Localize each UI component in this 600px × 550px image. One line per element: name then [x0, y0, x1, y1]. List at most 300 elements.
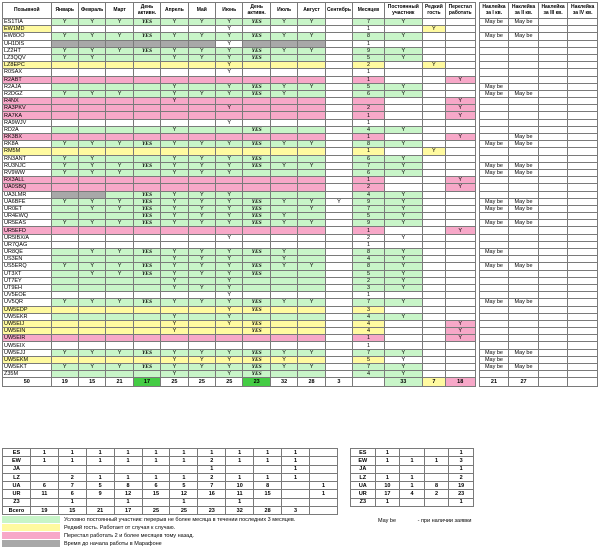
- sticker-cell: [509, 313, 539, 320]
- sticker-cell: May be: [479, 356, 509, 363]
- rare-guest-cell: [422, 126, 445, 133]
- month-cell: [133, 148, 160, 155]
- month-cell: [78, 234, 105, 241]
- table-header: [3, 3, 598, 19]
- summary-row: [3, 482, 338, 490]
- stopped-cell: [445, 83, 475, 90]
- month-cell: Y: [51, 47, 78, 54]
- callsign-cell: UV5QR: [3, 299, 52, 306]
- month-cell: [325, 184, 352, 191]
- callsign-cell: UW5EDP: [3, 306, 52, 313]
- column-header: Наклейка за III кв.: [538, 3, 568, 19]
- month-cell: [270, 371, 297, 378]
- regular-cell: Y: [384, 162, 422, 169]
- sticker-cell: May be: [479, 220, 509, 227]
- stopped-count-cell: [424, 465, 449, 473]
- callsign-cell: EW1MD: [3, 26, 52, 33]
- sticker-cell: [538, 141, 568, 148]
- summary-cell: 1: [114, 473, 142, 481]
- months-count-cell: 5: [353, 83, 385, 90]
- month-cell: [270, 177, 297, 184]
- month-cell: YES: [243, 299, 270, 306]
- total-cell: 25: [216, 378, 243, 387]
- regular-cell: [384, 148, 422, 155]
- stopped-cell: [445, 19, 475, 26]
- month-cell: [188, 335, 215, 342]
- month-cell: [133, 328, 160, 335]
- sticker-cell: [479, 191, 509, 198]
- summary-cell: 10: [226, 482, 254, 490]
- month-cell: [298, 69, 325, 76]
- month-cell: [106, 227, 133, 234]
- sticker-cell: [568, 299, 598, 306]
- month-cell: [51, 371, 78, 378]
- month-cell: [243, 313, 270, 320]
- month-cell: [188, 227, 215, 234]
- legend-item: [2, 516, 598, 524]
- callsign-cell: RV9WW: [3, 169, 52, 176]
- regular-cell: Y: [384, 191, 422, 198]
- month-cell: [161, 105, 188, 112]
- month-cell: [133, 284, 160, 291]
- month-cell: Y: [216, 306, 243, 313]
- total-cell: [568, 378, 598, 387]
- month-cell: Y: [270, 220, 297, 227]
- stopped-cell: [445, 277, 475, 284]
- sticker-cell: May be: [509, 205, 539, 212]
- month-cell: [78, 69, 105, 76]
- summary-cell: 7: [58, 482, 86, 490]
- totals-row: [3, 378, 598, 387]
- month-cell: [270, 76, 297, 83]
- month-cell: Y: [216, 284, 243, 291]
- month-cell: YES: [133, 213, 160, 220]
- month-cell: Y: [78, 270, 105, 277]
- table-row: [3, 270, 598, 277]
- month-cell: Y: [216, 213, 243, 220]
- month-cell: [270, 284, 297, 291]
- month-cell: [133, 155, 160, 162]
- summary-cell: [309, 498, 337, 506]
- month-cell: [78, 284, 105, 291]
- month-cell: [106, 54, 133, 61]
- month-cell: [216, 177, 243, 184]
- sticker-cell: [568, 205, 598, 212]
- stopped-cell: [445, 141, 475, 148]
- sticker-cell: [568, 249, 598, 256]
- month-cell: [133, 62, 160, 69]
- month-cell: Y: [106, 249, 133, 256]
- month-cell: YES: [243, 364, 270, 371]
- summary-cell: 1: [309, 482, 337, 490]
- month-cell: Y: [78, 263, 105, 270]
- rare-guest-cell: [422, 141, 445, 148]
- month-cell: Y: [270, 364, 297, 371]
- sticker-cell: [538, 98, 568, 105]
- table-row: [3, 227, 598, 234]
- table-row: [3, 169, 598, 176]
- month-cell: [325, 112, 352, 119]
- regular-cell: Y: [384, 249, 422, 256]
- callsign-cell: R4NX: [3, 98, 52, 105]
- regular-cell: Y: [384, 356, 422, 363]
- month-cell: Y: [161, 155, 188, 162]
- month-cell: [78, 112, 105, 119]
- month-cell: [270, 320, 297, 327]
- sticker-cell: [568, 148, 598, 155]
- month-cell: [161, 342, 188, 349]
- sticker-cell: [479, 119, 509, 126]
- month-cell: [51, 277, 78, 284]
- month-cell: [133, 40, 160, 47]
- month-cell: Y: [78, 141, 105, 148]
- month-cell: [188, 371, 215, 378]
- month-cell: Y: [161, 313, 188, 320]
- column-header: Перестал работать: [445, 3, 475, 19]
- month-cell: Y: [78, 19, 105, 26]
- rare-count-cell: 1: [400, 482, 425, 490]
- rare-guest-cell: [422, 205, 445, 212]
- table-row: [3, 76, 598, 83]
- month-cell: [106, 313, 133, 320]
- month-cell: [325, 126, 352, 133]
- summary-row: [3, 498, 338, 506]
- month-cell: [133, 256, 160, 263]
- rare-guest-cell: [422, 299, 445, 306]
- prefix-cell: Z3: [351, 498, 376, 506]
- summary-cell: 6: [58, 490, 86, 498]
- month-cell: Y: [78, 155, 105, 162]
- month-cell: [188, 62, 215, 69]
- month-cell: [106, 213, 133, 220]
- month-cell: [298, 313, 325, 320]
- month-cell: [216, 76, 243, 83]
- month-cell: [298, 105, 325, 112]
- summary2-row: [351, 498, 474, 506]
- month-cell: Y: [106, 169, 133, 176]
- month-cell: [298, 356, 325, 363]
- rare-guest-cell: [422, 105, 445, 112]
- rare-guest-cell: [422, 306, 445, 313]
- sticker-cell: [568, 191, 598, 198]
- regular-cell: [384, 69, 422, 76]
- month-cell: [188, 313, 215, 320]
- total-cell: [538, 378, 568, 387]
- rare-guest-cell: [422, 277, 445, 284]
- callsign-cell: UW5EJJ: [3, 349, 52, 356]
- regular-cell: Y: [384, 155, 422, 162]
- summary-cell: 1: [198, 449, 226, 457]
- months-count-cell: 1: [353, 292, 385, 299]
- months-count-cell: 1: [353, 26, 385, 33]
- rare-guest-cell: [422, 76, 445, 83]
- month-cell: Y: [216, 191, 243, 198]
- total-cell: 21: [106, 378, 133, 387]
- sticker-cell: [538, 292, 568, 299]
- summary-cell: 11: [30, 490, 58, 498]
- sticker-cell: May be: [479, 169, 509, 176]
- table-row: [3, 184, 598, 191]
- month-cell: [243, 62, 270, 69]
- month-cell: [325, 47, 352, 54]
- regular-cell: Y: [384, 213, 422, 220]
- months-count-cell: 1: [353, 177, 385, 184]
- stopped-cell: [445, 126, 475, 133]
- summary-cell: 1: [114, 457, 142, 465]
- sticker-cell: [538, 349, 568, 356]
- month-cell: [78, 320, 105, 327]
- month-cell: [106, 83, 133, 90]
- month-cell: [161, 40, 188, 47]
- sticker-cell: [509, 342, 539, 349]
- month-cell: [78, 83, 105, 90]
- month-cell: Y: [325, 198, 352, 205]
- prefix-cell: UR: [3, 490, 31, 498]
- month-cell: [161, 184, 188, 191]
- months-count-cell: 4: [353, 371, 385, 378]
- total-cell: 25: [161, 378, 188, 387]
- month-cell: Y: [270, 299, 297, 306]
- sticker-cell: [568, 40, 598, 47]
- month-cell: Y: [78, 364, 105, 371]
- sticker-cell: [538, 47, 568, 54]
- column-header: Январь: [51, 3, 78, 19]
- rare-guest-cell: Y: [422, 26, 445, 33]
- callsign-cell: R0SAX: [3, 69, 52, 76]
- sticker-cell: May be: [479, 19, 509, 26]
- months-count-cell: 4: [353, 126, 385, 133]
- stopped-cell: Y: [445, 320, 475, 327]
- month-cell: [188, 40, 215, 47]
- sticker-cell: May be: [479, 263, 509, 270]
- month-cell: YES: [243, 356, 270, 363]
- summary-cell: [114, 465, 142, 473]
- stopped-cell: [445, 249, 475, 256]
- sticker-cell: [509, 40, 539, 47]
- summary-cell: [309, 449, 337, 457]
- month-cell: [243, 119, 270, 126]
- summary-cell: 1: [86, 449, 114, 457]
- month-cell: [243, 169, 270, 176]
- table-row: [3, 249, 598, 256]
- sticker-cell: [568, 47, 598, 54]
- month-cell: Y: [270, 47, 297, 54]
- rare-guest-cell: [422, 270, 445, 277]
- summary-table: [2, 448, 338, 515]
- month-cell: [325, 155, 352, 162]
- month-cell: [188, 184, 215, 191]
- summary-cell: [254, 465, 282, 473]
- sticker-cell: [568, 349, 598, 356]
- month-cell: Y: [188, 47, 215, 54]
- sticker-cell: [568, 105, 598, 112]
- month-cell: Y: [216, 90, 243, 97]
- month-cell: Y: [188, 364, 215, 371]
- month-cell: [78, 184, 105, 191]
- month-cell: [325, 83, 352, 90]
- month-cell: YES: [243, 33, 270, 40]
- sticker-cell: [568, 284, 598, 291]
- summary-cell: 1: [58, 449, 86, 457]
- sticker-cell: [538, 40, 568, 47]
- month-cell: Y: [188, 256, 215, 263]
- regular-cell: [384, 105, 422, 112]
- month-cell: [106, 277, 133, 284]
- sticker-cell: [509, 148, 539, 155]
- month-cell: Y: [216, 33, 243, 40]
- summary-cell: 1: [142, 449, 170, 457]
- month-cell: Y: [188, 284, 215, 291]
- sticker-cell: [538, 134, 568, 141]
- month-cell: Y: [270, 256, 297, 263]
- sticker-cell: [538, 284, 568, 291]
- months-count-cell: 7: [353, 349, 385, 356]
- callsign-cell: UR8QE: [3, 249, 52, 256]
- month-cell: YES: [133, 220, 160, 227]
- month-cell: Y: [161, 299, 188, 306]
- month-cell: [270, 148, 297, 155]
- summary-total-cell: 32: [226, 507, 254, 515]
- month-cell: Y: [298, 364, 325, 371]
- table-row: [3, 371, 598, 378]
- month-cell: [188, 148, 215, 155]
- summary-cell: 8: [114, 482, 142, 490]
- sticker-cell: [509, 227, 539, 234]
- sticker-cell: May be: [509, 198, 539, 205]
- regular-cell: Y: [384, 19, 422, 26]
- month-cell: [51, 134, 78, 141]
- month-cell: Y: [216, 220, 243, 227]
- summary-total-cell: 23: [198, 507, 226, 515]
- summary-cell: 1: [58, 457, 86, 465]
- sticker-cell: [479, 134, 509, 141]
- sticker-cell: [538, 299, 568, 306]
- stopped-cell: [445, 356, 475, 363]
- month-cell: [243, 98, 270, 105]
- month-cell: [78, 119, 105, 126]
- month-cell: [78, 191, 105, 198]
- months-count-cell: 1: [353, 40, 385, 47]
- callsign-cell: UR5EAS: [3, 220, 52, 227]
- month-cell: [298, 98, 325, 105]
- sticker-cell: [568, 54, 598, 61]
- month-cell: [270, 155, 297, 162]
- prefix-cell: UA: [351, 482, 376, 490]
- month-cell: [325, 234, 352, 241]
- stopped-cell: [445, 313, 475, 320]
- month-cell: [325, 364, 352, 371]
- month-cell: YES: [133, 191, 160, 198]
- sticker-cell: [479, 76, 509, 83]
- month-cell: Y: [161, 90, 188, 97]
- summary-row: [3, 457, 338, 465]
- summary-cell: 15: [254, 490, 282, 498]
- month-cell: [78, 356, 105, 363]
- month-cell: [188, 241, 215, 248]
- sticker-cell: [509, 62, 539, 69]
- sticker-cell: [479, 241, 509, 248]
- summary-cell: 9: [86, 490, 114, 498]
- month-cell: Y: [161, 263, 188, 270]
- month-cell: [243, 76, 270, 83]
- regular-cell: [384, 62, 422, 69]
- month-cell: [188, 328, 215, 335]
- month-cell: [298, 335, 325, 342]
- month-cell: [133, 83, 160, 90]
- sticker-cell: [509, 356, 539, 363]
- table-row: [3, 105, 598, 112]
- sticker-cell: [538, 335, 568, 342]
- total-cell: [353, 378, 385, 387]
- sticker-cell: [568, 62, 598, 69]
- month-cell: [243, 105, 270, 112]
- summary-cell: 1: [58, 498, 86, 506]
- month-cell: [106, 177, 133, 184]
- sticker-cell: May be: [509, 220, 539, 227]
- month-cell: [325, 213, 352, 220]
- month-cell: Y: [216, 169, 243, 176]
- sticker-cell: May be: [479, 83, 509, 90]
- month-cell: [51, 234, 78, 241]
- month-cell: YES: [243, 349, 270, 356]
- month-cell: Y: [216, 249, 243, 256]
- month-cell: [188, 83, 215, 90]
- stopped-cell: [445, 371, 475, 378]
- sticker-cell: [568, 256, 598, 263]
- months-count-cell: 1: [353, 342, 385, 349]
- total-count-cell: 1: [449, 449, 474, 457]
- month-cell: [243, 191, 270, 198]
- month-cell: [133, 342, 160, 349]
- sticker-cell: May be: [479, 249, 509, 256]
- months-count-cell: 2: [353, 234, 385, 241]
- month-cell: [106, 69, 133, 76]
- column-header: Сентябрь: [325, 3, 352, 19]
- table-row: [3, 141, 598, 148]
- month-cell: [298, 126, 325, 133]
- regular-cell: [384, 342, 422, 349]
- month-cell: Y: [161, 320, 188, 327]
- prefix-cell: ES: [351, 449, 376, 457]
- months-count-cell: 1: [353, 148, 385, 155]
- month-cell: Y: [298, 162, 325, 169]
- sticker-cell: [509, 69, 539, 76]
- sticker-cell: [509, 306, 539, 313]
- month-cell: [51, 119, 78, 126]
- sticker-cell: [538, 263, 568, 270]
- sticker-cell: [538, 184, 568, 191]
- rare-guest-cell: Y: [422, 62, 445, 69]
- summary-cell: [86, 465, 114, 473]
- regular-cell: Y: [384, 33, 422, 40]
- month-cell: [51, 112, 78, 119]
- month-cell: YES: [133, 270, 160, 277]
- month-cell: YES: [243, 198, 270, 205]
- month-cell: Y: [216, 26, 243, 33]
- month-cell: [51, 284, 78, 291]
- month-cell: [161, 177, 188, 184]
- month-cell: Y: [216, 356, 243, 363]
- month-cell: [78, 26, 105, 33]
- month-cell: [243, 335, 270, 342]
- column-header: Август: [298, 3, 325, 19]
- sticker-cell: [538, 270, 568, 277]
- month-cell: [133, 169, 160, 176]
- stopped-cell: [445, 292, 475, 299]
- month-cell: Y: [270, 83, 297, 90]
- rare-guest-cell: [422, 177, 445, 184]
- month-cell: [133, 234, 160, 241]
